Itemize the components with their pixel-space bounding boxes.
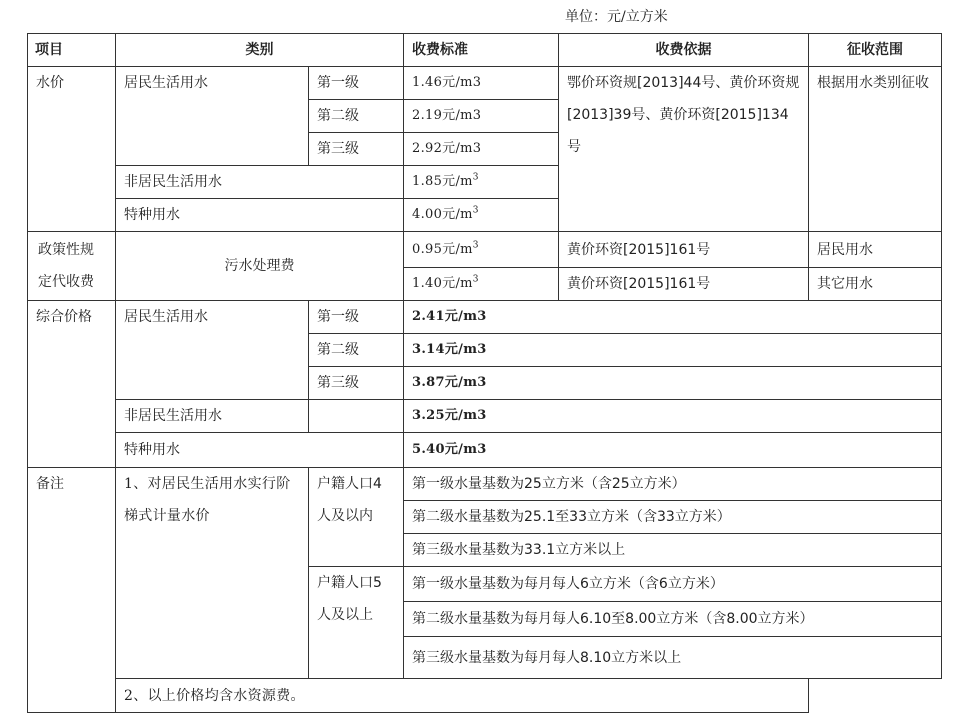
tier-label: 第三级 [309,133,404,166]
header-standard: 收费标准 [404,34,559,67]
sewage-scope: 居民用水 [809,232,942,268]
category-sewage: 污水处理费 [116,232,404,301]
basis-water-price: 鄂价环资规[2013]44号、黄价环资规[2013]39号、黄价环资[2015]134号 [559,67,809,232]
group-b-line: 第一级水量基数为每月每人6立方米（含6立方米） [404,567,942,602]
group-b-line: 第三级水量基数为每月每人8.10立方米以上 [404,637,942,679]
group-a-label: 户籍人口4人及以内 [309,468,404,567]
price-non-residential: 1.85元$/m^3$ [404,166,559,199]
table-row [28,468,942,501]
tier-price: 2.92元/m3 [404,133,559,166]
composite-price: 2.41元/m3 [404,301,942,334]
category-non-residential: 非居民生活用水 [116,166,404,199]
category-residential: 居民生活用水 [116,67,309,166]
item-policy: 政策性规定代收费 [28,232,116,301]
empty-cell [309,400,404,433]
sewage-price: 0.95元$/m^3$ [404,232,559,268]
sewage-basis: 黄价环资[2015]161号 [559,268,809,301]
sewage-basis: 黄价环资[2015]161号 [559,232,809,268]
tier-label: 第二级 [309,334,404,367]
scope-water-price: 根据用水类别征收 [809,67,942,232]
table-row [28,232,942,268]
group-a-line: 第一级水量基数为25立方米（含25立方米） [404,468,942,501]
table-row [28,67,942,100]
sewage-scope: 其它用水 [809,268,942,301]
table-row [28,433,942,468]
group-a-line: 第三级水量基数为33.1立方米以上 [404,534,942,567]
sewage-price: 1.40元$/m^3$ [404,268,559,301]
item-water-price: 水价 [28,67,116,232]
header-scope: 征收范围 [809,34,942,67]
unit-label: 单位：元/立方米 [565,9,668,25]
group-a-line: 第二级水量基数为25.1至33立方米（含33立方米） [404,501,942,534]
item-notes: 备注 [28,468,116,713]
composite-price: 3.25元/m3 [404,400,942,433]
item-composite: 综合价格 [28,301,116,468]
group-b-line: 第二级水量基数为每月每人6.10至8.00立方米（含8.00立方米） [404,602,942,637]
header-basis: 收费依据 [559,34,809,67]
composite-price: 3.14元/m3 [404,334,942,367]
composite-price: 5.40元/m3 [404,433,942,468]
table-row [28,679,942,713]
tier-label: 第三级 [309,367,404,400]
note-2: 2、以上价格均含水资源费。 [116,679,809,713]
tier-label: 第二级 [309,100,404,133]
tier-price: 2.19元/m3 [404,100,559,133]
header-item: 项目 [28,34,116,67]
tier-label: 第一级 [309,301,404,334]
price-special: 4.00元$/m^3$ [404,199,559,232]
table-row [28,301,942,334]
composite-non-residential: 非居民生活用水 [116,400,309,433]
tier-label: 第一级 [309,67,404,100]
header-category: 类别 [116,34,404,67]
header-row [28,34,942,67]
water-price-table [27,33,942,713]
category-special: 特种用水 [116,199,404,232]
tier-price: 1.46元/m3 [404,67,559,100]
composite-residential: 居民生活用水 [116,301,309,400]
table-row [28,400,942,433]
note-1: 1、对居民生活用水实行阶梯式计量水价 [116,468,309,679]
group-b-label: 户籍人口5人及以上 [309,567,404,679]
composite-special: 特种用水 [116,433,404,468]
composite-price: 3.87元/m3 [404,367,942,400]
